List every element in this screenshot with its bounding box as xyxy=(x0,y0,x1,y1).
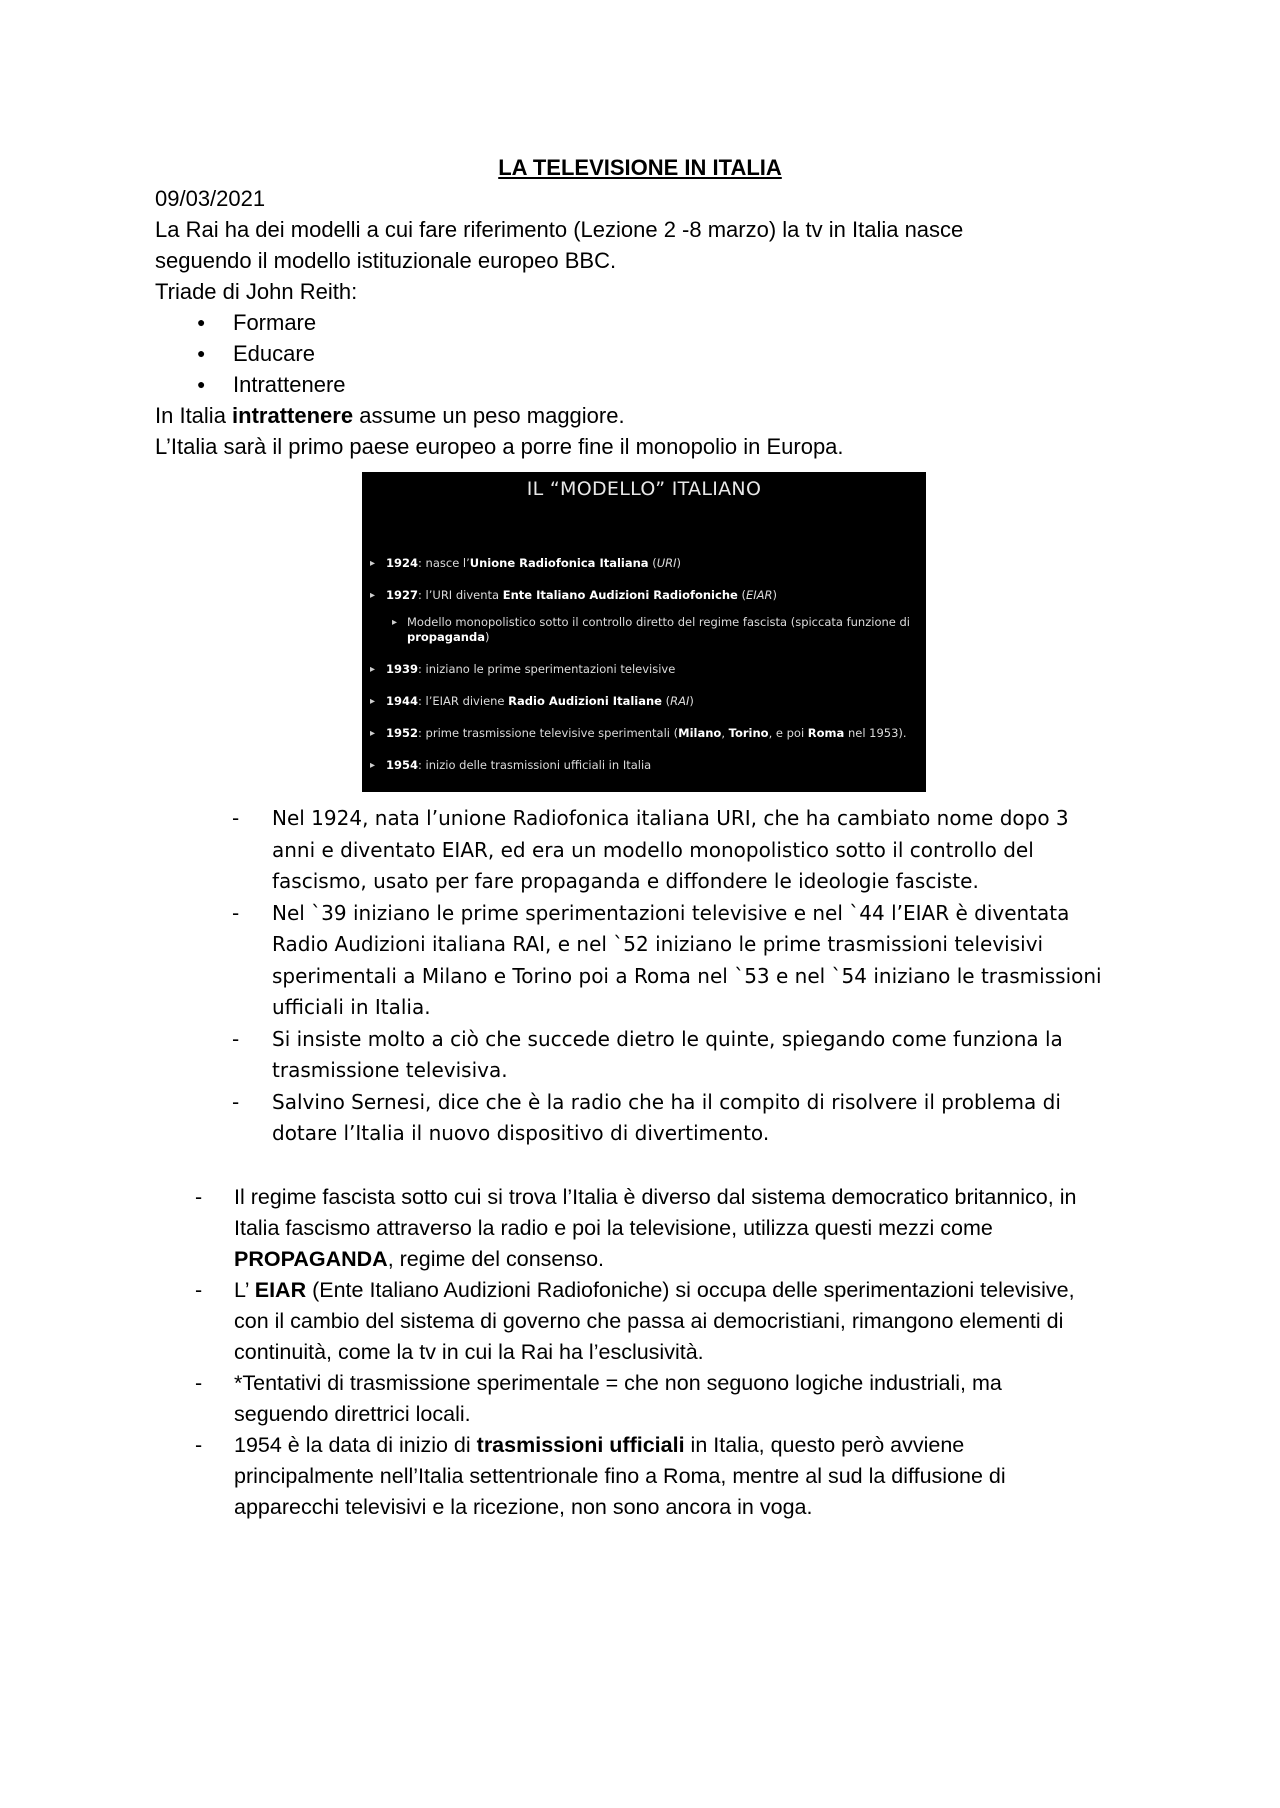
note-item: - Si insiste molto a ciò che succede dietro le quinte, spiegando come funziona la trasmissione televisiva. xyxy=(232,1024,1112,1087)
slide-subitem: ▸ Modello monopolistico sotto il controllo diretto del regime fascista (spiccata funzione di propaganda) xyxy=(370,615,920,645)
slide-item: ▸ 1944: l’EIAR diviene Radio Audizioni Italiane (RAI) xyxy=(370,694,920,709)
italia-line: In Italia intrattenere assume un peso maggiore. xyxy=(155,403,625,428)
body-item: - L’ EIAR (Ente Italiano Audizioni Radiofoniche) si occupa delle sperimentazioni televisive, con il cambio del sistema di governo che passa ai democristiani, rimangono elementi di continuità, come la tv in cui la Rai ha l’esclusività. xyxy=(195,1275,1100,1368)
slide-item: ▸ 1939: iniziano le prime sperimentazioni televisive xyxy=(370,662,920,677)
slide-item: ▸ 1927: l’URI diventa Ente Italiano Audizioni Radiofoniche (EIAR) xyxy=(370,588,920,603)
slide-image xyxy=(362,472,926,792)
note-item: - Nel 1924, nata l’unione Radiofonica italiana URI, che ha cambiato nome dopo 3 anni e diventato EIAR, ed era un modello monopolistico sotto il controllo del fascismo, usato per fare propaganda e diffondere le ideologie fasciste. xyxy=(232,803,1112,898)
triade-heading: Triade di John Reith: xyxy=(155,279,358,304)
notes-list xyxy=(232,803,1112,1150)
note-item: - Salvino Sernesi, dice che è la radio che ha il compito di risolvere il problema di dotare l’Italia il nuovo dispositivo di divertimento. xyxy=(232,1087,1112,1150)
body-item: - *Tentativi di trasmissione sperimentale = che non seguono logiche industriali, ma seguendo direttrici locali. xyxy=(195,1368,1100,1430)
document-title: LA TELEVISIONE IN ITALIA xyxy=(498,155,782,180)
list-item: ● Formare xyxy=(155,307,1095,338)
body-list xyxy=(195,1182,1100,1523)
list-item: ● Educare xyxy=(155,338,1095,369)
slide-title: IL “MODELLO” ITALIANO xyxy=(526,478,762,500)
triade-list xyxy=(155,307,1095,400)
intro-line-1: La Rai ha dei modelli a cui fare riferimento (Lezione 2 -8 marzo) la tv in Italia nasce xyxy=(155,217,964,242)
body-item: - Il regime fascista sotto cui si trova l’Italia è diverso dal sistema democratico britannico, in Italia fascismo attraverso la radio e poi la televisione, utilizza questi mezzi come PROPAGANDA, regime del consenso. xyxy=(195,1182,1100,1275)
list-item: ● Intrattenere xyxy=(155,369,1095,400)
monopolio-line: L’Italia sarà il primo paese europeo a porre fine il monopolio in Europa. xyxy=(155,434,844,459)
intro-section xyxy=(155,183,1095,462)
slide-item: ▸ 1954: inizio delle trasmissioni ufficiali in Italia xyxy=(370,758,920,773)
slide-item: ▸ 1952: prime trasmissione televisive sperimentali (Milano, Torino, e poi Roma nel 1953). xyxy=(370,726,920,741)
note-item: - Nel `39 iniziano le prime sperimentazioni televisive e nel `44 l’EIAR è diventata Radio Audizioni italiana RAI, e nel `52 iniziano le prime trasmissioni televisivi sperimentali a Milano e Torino poi a Roma nel `53 e nel `54 iniziano le trasmissioni ufficiali in Italia. xyxy=(232,898,1112,1024)
slide-timeline xyxy=(370,556,920,790)
intro-line-2: seguendo il modello istituzionale europeo BBC. xyxy=(155,248,617,273)
date-line: 09/03/2021 xyxy=(155,186,266,211)
body-item: - 1954 è la data di inizio di trasmissioni ufficiali in Italia, questo però avviene principalmente nell’Italia settentrionale fino a Roma, mentre al sud la diffusione di apparecchi televisivi e la ricezione, non sono ancora in voga. xyxy=(195,1430,1100,1523)
slide-item: ▸ 1924: nasce l’Unione Radiofonica Italiana (URI) xyxy=(370,556,920,571)
